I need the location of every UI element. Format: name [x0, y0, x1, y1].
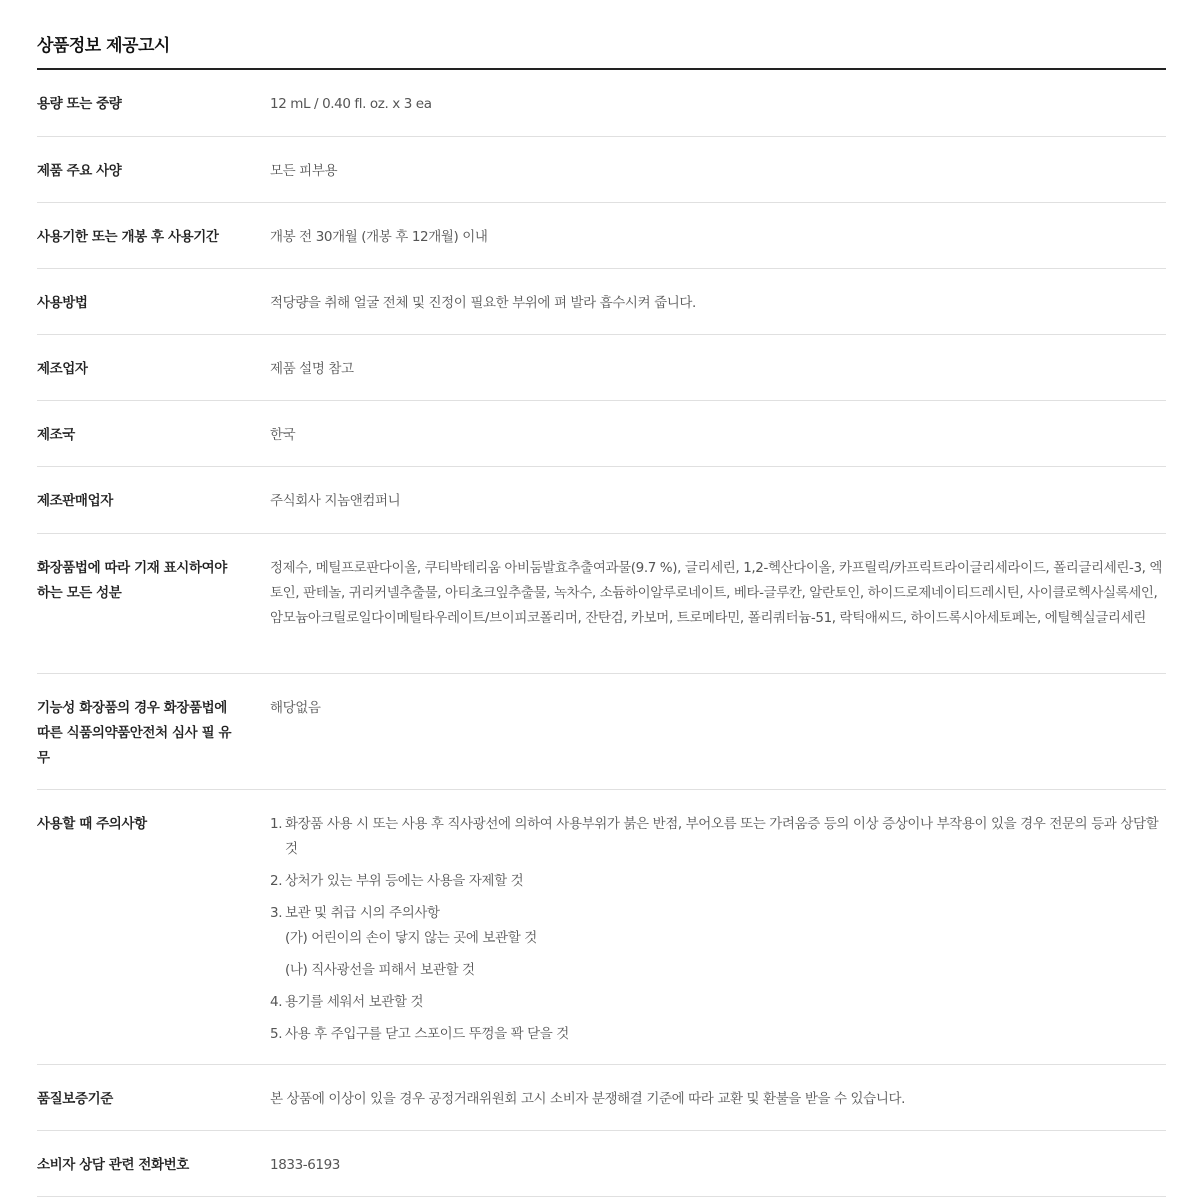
row-label: 품질보증기준 [37, 1091, 113, 1107]
info-row-seller [37, 467, 1166, 534]
row-label: 제조국 [37, 427, 75, 443]
row-value: 주식회사 지놈앤컴퍼니 [270, 493, 401, 509]
caution-text: 상처가 있는 부위 등에는 사용을 자제할 것 [285, 873, 524, 889]
row-value: 제품 설명 참고 [270, 361, 354, 377]
info-row-quality [37, 1065, 1166, 1131]
row-value: 정제수, 메틸프로판다이올, 쿠티박테리움 아비둠발효추출여과물(9.7 %), 글리세린, 1,2-헥산다이올, 카프릴릭/카프릭트라이글리세라이드, 폴리글리세린-3, 엑토인, 판테놀, 귀리커넬추출물, 아티초크잎추출물, 녹차수, 소듐하이알루로네이트, 베타-글루칸, 알란토인, 하이드로제네이티드레시틴, 사이클로헥사실록세인, 암모늄아크릴로일다이메틸타우레이트/브이피코폴리머, 잔탄검, 카보머, 트로메타민, 폴리쿼터늄-51, 락틱애씨드, 하이드록시아세토페논, 에틸헥실글리세린 [270, 560, 1163, 626]
caution-number: 4. [270, 994, 283, 1010]
info-row-manufacturer [37, 335, 1166, 401]
caution-list [270, 812, 1166, 1047]
info-row-capacity [37, 70, 1166, 137]
caution-number: 2. [270, 873, 283, 889]
info-row-country [37, 401, 1166, 467]
row-label: 소비자 상담 관련 전화번호 [37, 1157, 189, 1173]
caution-sub-item: (나) 직사광선을 피해서 보관할 것 [285, 962, 475, 978]
caution-sub-item: (가) 어린이의 손이 닿지 않는 곳에 보관할 것 [285, 930, 537, 946]
info-row-expiry [37, 203, 1166, 269]
row-value: 적당량을 취해 얼굴 전체 및 진정이 필요한 부위에 펴 발라 흡수시켜 줍니다. [270, 295, 696, 311]
row-label: 용량 또는 중량 [37, 96, 122, 112]
info-row-ingredients [37, 534, 1166, 674]
caution-item [270, 990, 1166, 1015]
row-label: 사용기한 또는 개봉 후 사용기간 [37, 229, 219, 245]
row-value [270, 790, 1166, 1064]
info-row-usage [37, 269, 1166, 335]
caution-text: 보관 및 취급 시의 주의사항 [285, 905, 440, 921]
info-row-cautions [37, 790, 1166, 1065]
section-title: 상품정보 제공고시 [37, 36, 170, 56]
caution-text: 사용 후 주입구를 닫고 스포이드 뚜껑을 꽉 닫을 것 [285, 1026, 569, 1042]
caution-text: 용기를 세워서 보관할 것 [285, 994, 424, 1010]
caution-number: 1. [270, 816, 283, 832]
row-label: 제조판매업자 [37, 493, 113, 509]
caution-number: 3. [270, 905, 283, 921]
product-info-table [37, 68, 1166, 1197]
caution-number: 5. [270, 1026, 283, 1042]
row-value: 한국 [270, 427, 296, 443]
caution-item [270, 869, 1166, 894]
info-row-spec [37, 137, 1166, 203]
row-value: 본 상품에 이상이 있을 경우 공정거래위원회 고시 소비자 분쟁해결 기준에 따라 교환 및 환불을 받을 수 있습니다. [270, 1091, 905, 1107]
row-value: 개봉 전 30개월 (개봉 후 12개월) 이내 [270, 229, 488, 245]
info-row-phone [37, 1131, 1166, 1197]
info-row-functional [37, 674, 1166, 790]
caution-sub-list [285, 926, 1166, 983]
caution-item [270, 812, 1166, 862]
caution-item [270, 901, 1166, 983]
row-value: 모든 피부용 [270, 163, 338, 179]
row-label: 사용방법 [37, 295, 88, 311]
row-label: 사용할 때 주의사항 [37, 816, 147, 832]
row-label: 제품 주요 사양 [37, 163, 122, 179]
row-label: 제조업자 [37, 361, 88, 377]
row-value: 1833-6193 [270, 1157, 340, 1173]
row-label: 기능성 화장품의 경우 화장품법에 따른 식품의약품안전처 심사 필 유무 [37, 700, 232, 766]
caution-item [270, 1022, 1166, 1047]
row-value: 해당없음 [270, 700, 321, 716]
caution-text: 화장품 사용 시 또는 사용 후 직사광선에 의하여 사용부위가 붉은 반점, 부어오름 또는 가려움증 등의 이상 증상이나 부작용이 있을 경우 전문의 등과 상담할 것 [285, 816, 1159, 857]
row-value: 12 mL / 0.40 fl. oz. x 3 ea [270, 96, 432, 112]
row-label: 화장품법에 따라 기재 표시하여야 하는 모든 성분 [37, 560, 227, 601]
